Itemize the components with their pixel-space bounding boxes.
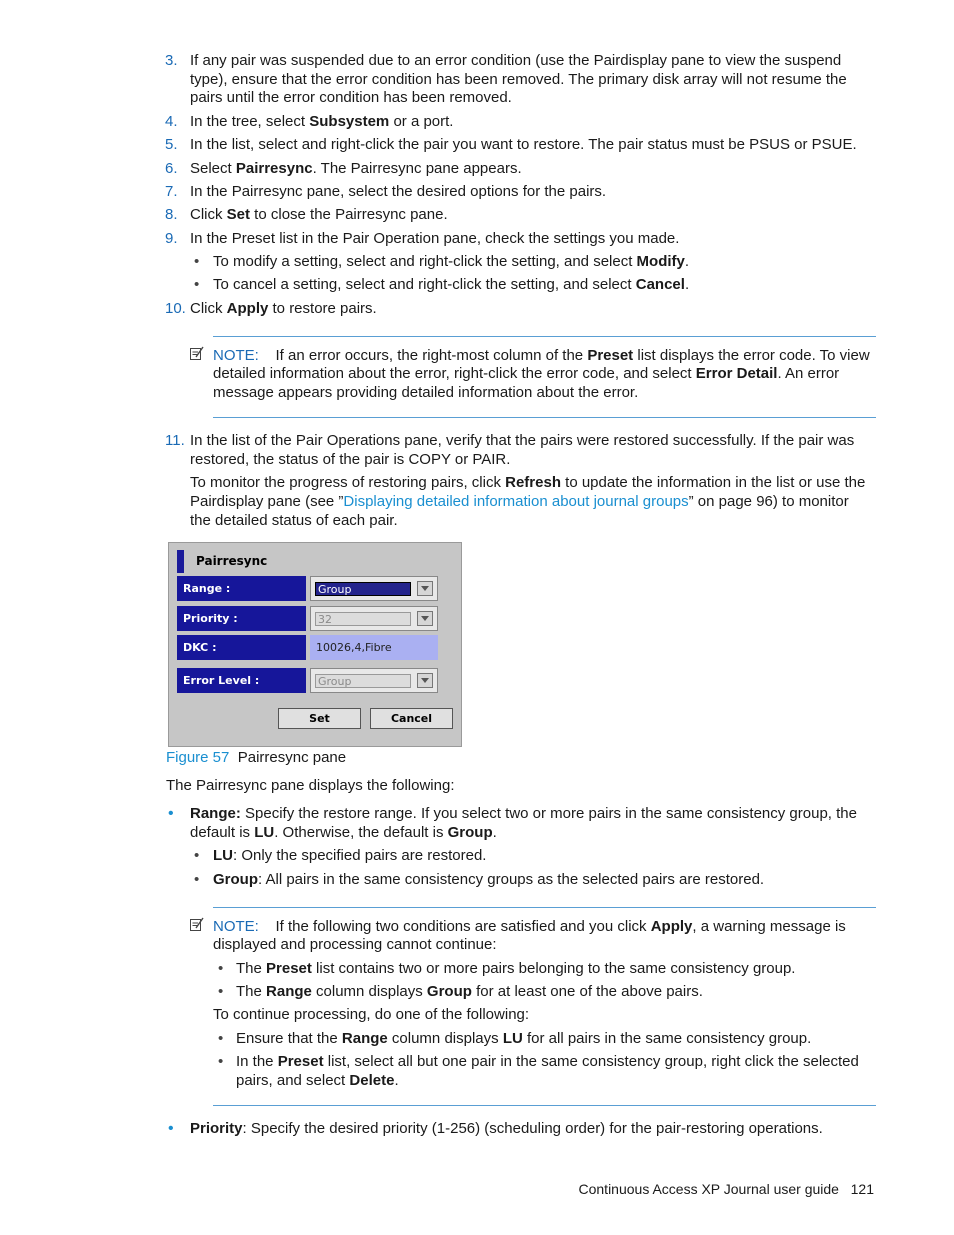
note-label: NOTE: bbox=[213, 918, 259, 935]
step-9-bullet-cancel: To cancel a setting, select and right-click the setting, and select Cancel. bbox=[213, 276, 690, 293]
error-level-select-value: Group bbox=[315, 674, 411, 688]
step-6-text: Select Pairresync. The Pairresync pane appears. bbox=[190, 160, 522, 177]
chevron-down-icon[interactable] bbox=[417, 611, 433, 626]
cancel-button[interactable]: Cancel bbox=[370, 708, 453, 729]
note-label: NOTE: bbox=[213, 347, 259, 364]
step-3-number: 3. bbox=[165, 52, 178, 69]
step-8-number: 8. bbox=[165, 206, 178, 223]
step-7-number: 7. bbox=[165, 183, 178, 200]
note-top-rule bbox=[213, 907, 876, 908]
dkc-value: 10026,4,Fibre bbox=[310, 635, 438, 660]
page-number: 121 bbox=[850, 1181, 874, 1197]
priority-select-value: 32 bbox=[315, 612, 411, 626]
bullet-icon: • bbox=[218, 983, 224, 1000]
step-11-para-line-2: Pairdisplay pane (see ”Displaying detailed information about journal groups” on page 96) to monitor bbox=[190, 493, 849, 510]
range-select-value: Group bbox=[315, 582, 411, 596]
range-select[interactable] bbox=[310, 576, 438, 601]
set-button[interactable]: Set bbox=[278, 708, 361, 729]
step-3-line-3: pairs until the error condition has been removed. bbox=[190, 89, 512, 106]
note-2-continue: To continue processing, do one of the following: bbox=[213, 1006, 530, 1023]
figure-label: Figure 57 bbox=[166, 749, 230, 766]
note-1-line-3: message appears providing detailed information about the error. bbox=[213, 384, 639, 401]
step-9-text: In the Preset list in the Pair Operation pane, check the settings you made. bbox=[190, 230, 680, 247]
dkc-label: DKC : bbox=[177, 635, 306, 660]
chevron-down-icon[interactable] bbox=[417, 673, 433, 688]
step-5-number: 5. bbox=[165, 136, 178, 153]
step-8-text: Click Set to close the Pairresync pane. bbox=[190, 206, 448, 223]
note-icon bbox=[189, 917, 204, 932]
note-2-bullet-2: The Range column displays Group for at least one of the above pairs. bbox=[236, 983, 703, 1000]
note-top-rule bbox=[213, 336, 876, 337]
step-4-number: 4. bbox=[165, 113, 178, 130]
step-6-number: 6. bbox=[165, 160, 178, 177]
note-bottom-rule bbox=[213, 417, 876, 418]
range-sub-group: Group: All pairs in the same consistency groups as the selected pairs are restored. bbox=[213, 871, 765, 888]
note-1-line-2: detailed information about the error, right-click the error code, and select Error Detail. An error bbox=[213, 365, 840, 382]
step-3-line-2: type), ensure that the error condition has been removed. The primary disk array will not resume the bbox=[190, 71, 847, 88]
chevron-down-icon[interactable] bbox=[417, 581, 433, 596]
priority-item: Priority: Specify the desired priority (1-256) (scheduling order) for the pair-restoring operations. bbox=[190, 1120, 823, 1137]
note-icon bbox=[189, 346, 204, 361]
note-2-option-2-line-2: pairs, and select Delete. bbox=[236, 1072, 399, 1089]
note-2-line-2: displayed and processing cannot continue: bbox=[213, 936, 497, 953]
bullet-icon: • bbox=[218, 1030, 224, 1047]
step-11-line-2: restored, the status of the pair is COPY or PAIR. bbox=[190, 451, 511, 468]
bullet-icon: • bbox=[194, 871, 200, 888]
priority-label: Priority : bbox=[177, 606, 306, 631]
bullet-icon: • bbox=[194, 276, 200, 293]
step-9-number: 9. bbox=[165, 230, 178, 247]
note-1-line-1: NOTE: If an error occurs, the right-most column of the Preset list displays the error code. To view bbox=[213, 347, 870, 364]
step-7-text: In the Pairresync pane, select the desired options for the pairs. bbox=[190, 183, 607, 200]
error-level-select[interactable] bbox=[310, 668, 438, 693]
step-5-text: In the list, select and right-click the pair you want to restore. The pair status must be PSUS or PSUE. bbox=[190, 136, 857, 153]
note-2-line-1: NOTE: If the following two conditions are satisfied and you click Apply, a warning message is bbox=[213, 918, 846, 935]
footer bbox=[579, 1180, 875, 1199]
range-sub-lu: LU: Only the specified pairs are restored. bbox=[213, 847, 487, 864]
bullet-icon: • bbox=[194, 253, 200, 270]
dialog-title-marker bbox=[177, 550, 184, 573]
dialog-title: Pairresync bbox=[196, 554, 268, 568]
step-10-number: 10. bbox=[165, 300, 186, 317]
range-item-line-1: Range: Specify the restore range. If you select two or more pairs in the same consistency group, the bbox=[190, 805, 857, 822]
bullet-icon: • bbox=[168, 1120, 174, 1137]
step-11-para-line-1: To monitor the progress of restoring pairs, click Refresh to update the information in the list or use the bbox=[190, 474, 866, 491]
step-11-line-1: In the list of the Pair Operations pane, verify that the pairs were restored successfully. If the pair was bbox=[190, 432, 855, 449]
footer-title: Continuous Access XP Journal user guide bbox=[578, 1181, 839, 1197]
figure-caption: Figure 57 Pairresync pane bbox=[166, 749, 347, 766]
bullet-icon: • bbox=[194, 847, 200, 864]
step-3-line-1: If any pair was suspended due to an error condition (use the Pairdisplay pane to view the suspend bbox=[190, 52, 842, 69]
step-4-text: In the tree, select Subsystem or a port. bbox=[190, 113, 454, 130]
note-2-option-2-line-1: In the Preset list, select all but one pair in the same consistency group, right click the selected bbox=[236, 1053, 859, 1070]
bullet-icon: • bbox=[218, 960, 224, 977]
journal-groups-link[interactable]: Displaying detailed information about journal groups bbox=[343, 493, 689, 510]
intro-text: The Pairresync pane displays the following: bbox=[166, 777, 455, 794]
step-10-text: Click Apply to restore pairs. bbox=[190, 300, 377, 317]
step-11-para-line-3: the detailed status of each pair. bbox=[190, 512, 398, 529]
note-bottom-rule bbox=[213, 1105, 876, 1106]
step-9-bullet-modify: To modify a setting, select and right-click the setting, and select Modify. bbox=[213, 253, 690, 270]
range-item-line-2: default is LU. Otherwise, the default is Group. bbox=[190, 824, 497, 841]
range-label: Range : bbox=[177, 576, 306, 601]
note-2-option-1: Ensure that the Range column displays LU for all pairs in the same consistency group. bbox=[236, 1030, 812, 1047]
bullet-icon: • bbox=[218, 1053, 224, 1070]
priority-select[interactable] bbox=[310, 606, 438, 631]
note-2-bullet-1: The Preset list contains two or more pairs belonging to the same consistency group. bbox=[236, 960, 796, 977]
error-level-label: Error Level : bbox=[177, 668, 306, 693]
bullet-icon: • bbox=[168, 805, 174, 822]
step-11-number: 11. bbox=[165, 432, 185, 449]
